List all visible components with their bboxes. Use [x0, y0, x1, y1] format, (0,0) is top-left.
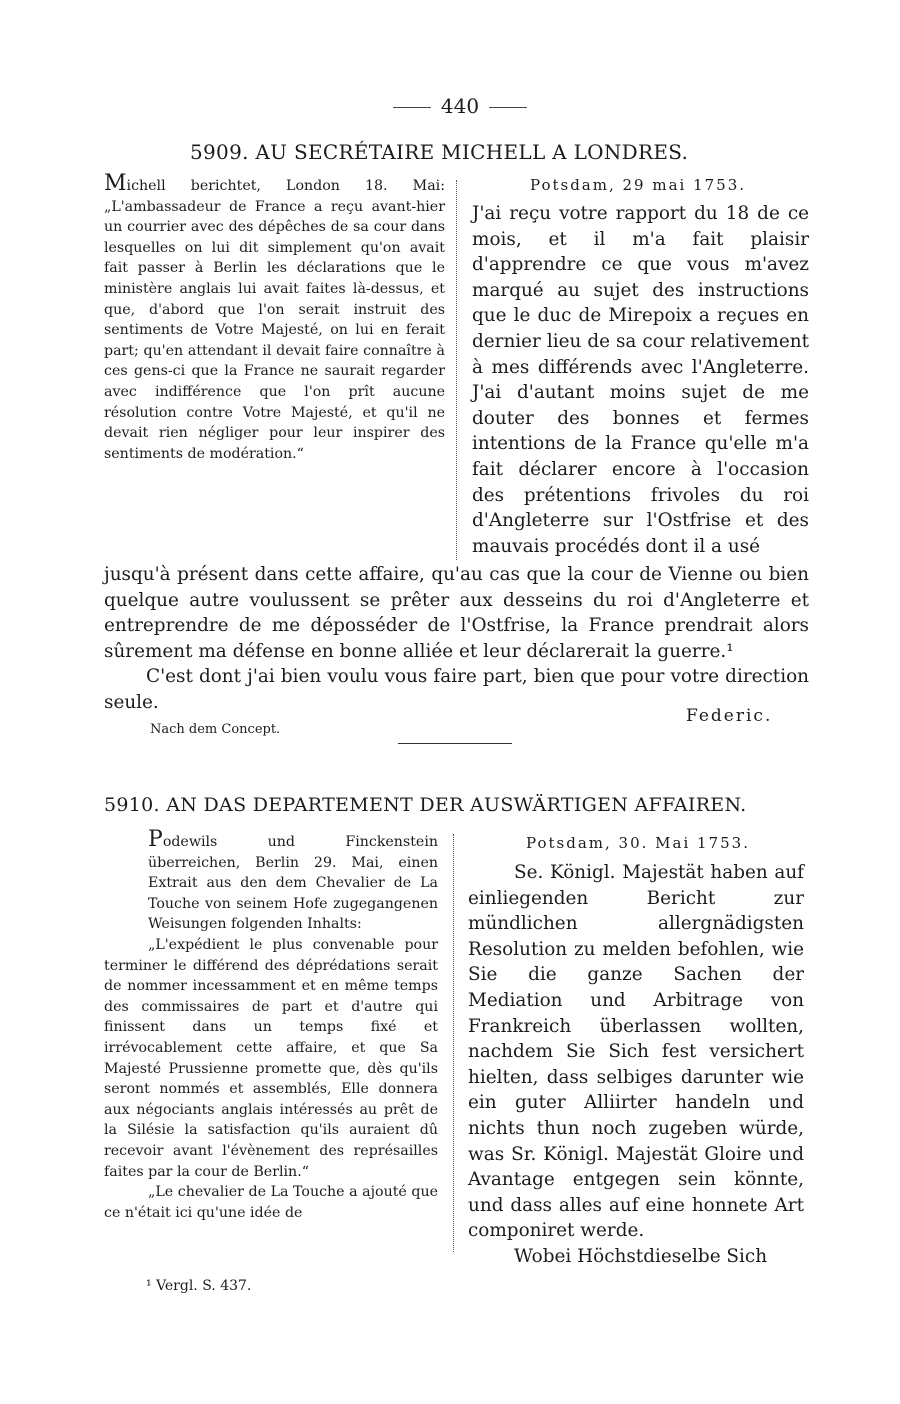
doc-5910-summary-head: odewils und Finckenstein überreichen, Berlin 29. Mai, einen Extrait aus den dem Chevalier de La Touche von seinem Hofe zugegangenen Weisungen folgenden Inhalts: — [148, 834, 438, 933]
doc-5909-summary — [104, 171, 445, 464]
doc-5910-letter-para-1: Se. Königl. Majestät haben auf einliegenden Bericht zur mündlichen allergnädigsten Resolution zu melden befohlen, wie Sie die ganze Sachen der Mediation und Arbitrage von Frankreich überlassen wollten, nachdem Sie Sich fest versichert hielten, dass selbiges darunter wie ein guter Alliirter handeln und nichts thun noch zugeben würde, was Sr. Königl. Majestät Gloire und Avantage entgegen sein könnte, und dass alles auf eine honnete Art componiret werde. — [468, 862, 804, 1242]
doc-5910-quote-2: „Le chevalier de La Touche a ajouté que ce n'était ici qu'une idée de — [104, 1184, 438, 1221]
doc-5909-summary-body: „L'ambassadeur de France a reçu avant-hier un courrier avec des dépêches de sa cour dans lesquelles on lui dit simplement qu'on avait fait passer à Berlin les déclarations que le ministère anglais lui avait faites là-dessus, et que, d'abord que l'on serait instruit des sentiments de Votre Majesté, on lui en ferait part; qu'en attendant il devait faire connaître à ces gens-ci que la France ne saurait regarder avec indifférence que l'on prît aucune résolution contre Votre Majesté, et qu'il ne devait rien négliger pour leur inspirer des sentiments de modération.“ — [104, 198, 445, 462]
doc-5909-summary-head: ichell berichtet, London 18. Mai: — [126, 178, 445, 194]
column-separator-5909 — [456, 180, 457, 560]
footnote: ¹ Vergl. S. 437. — [146, 1278, 252, 1294]
doc-5909-dateline — [468, 176, 808, 194]
doc-5909-signature: Federic. — [686, 706, 773, 726]
doc-5910-heading: 5910. AN DAS DEPARTEMENT DER AUSWÄRTIGEN AFFAIREN. — [104, 794, 747, 816]
doc-5910-letter — [468, 860, 804, 1270]
doc-5909-summary-initial: M — [104, 171, 127, 196]
doc-5909-source-note: Nach dem Concept. — [150, 722, 281, 737]
doc-5909-letter-column-text: J'ai reçu votre rapport du 18 de ce mois, et il m'a fait plaisir d'apprendre ce que vous m'avez marqué au sujet des instructions que le duc de Mirepoix a reçues en dernier lieu de sa cour relativement à mes différends avec l'Angleterre. J'ai d'autant moins sujet de me douter des bonnes et fermes intentions de la France qu'elle m'a fait déclarer encore à l'occasion des prétentions frivoles du roi d'Angleterre sur l'Ostfrise et des mauvais procédés dont il a usé — [472, 203, 809, 557]
doc-5909-letter-full-text: jusqu'à présent dans cette affaire, qu'au cas que la cour de Vienne ou bien quelque autre voulussent se prêter aux desseins du roi d'Angleterre et entreprendre de me déposséder de l'Ostfrise, la France prendrait alors sûrement ma défense en bonne alliée et leur déclarerait la guerre.¹ — [104, 564, 809, 662]
doc-5910-summary — [104, 827, 438, 1223]
doc-5909-letter-column — [472, 201, 809, 559]
doc-5910-quote-1: „L'expédient le plus convenable pour terminer le différend des déprédations serait de nommer incessamment et en même temps des commissaires de part et d'autre qui finissent dans un temps fixé et irrévocablement cette affaire, et que Sa Majesté Prussienne promette que, dès qu'ils seront nommés et assemblés, Elle donnera aux négociants anglais intéressés au prêt de la Silésie la satisfaction qu'ils auraient dû recevoir avant l'évènement des représailles faites par la cour de Berlin.“ — [104, 936, 438, 1180]
doc-5910-letter-para-2: Wobei Höchstdieselbe Sich — [514, 1245, 768, 1267]
doc-5909-heading: 5909. AU SECRÉTAIRE MICHELL A LONDRES. — [190, 140, 689, 164]
doc-5910-dateline — [468, 834, 808, 852]
doc-5910-summary-initial: P — [148, 827, 163, 852]
page-number-dash-right — [489, 107, 527, 108]
doc-5909-dateline-text: Potsdam, 29 mai 1753. — [529, 176, 747, 194]
page-number-text: 440 — [440, 94, 480, 118]
doc-5909-letter-full — [104, 562, 809, 716]
page-number — [380, 94, 540, 118]
doc-5909-closing: C'est dont j'ai bien voulu vous faire part, bien que pour votre direction seule. — [104, 666, 809, 713]
column-separator-5910 — [453, 834, 454, 1252]
page-number-dash-left — [393, 107, 431, 108]
doc-5910-dateline-text: Potsdam, 30. Mai 1753. — [526, 834, 750, 852]
section-divider — [398, 743, 512, 744]
